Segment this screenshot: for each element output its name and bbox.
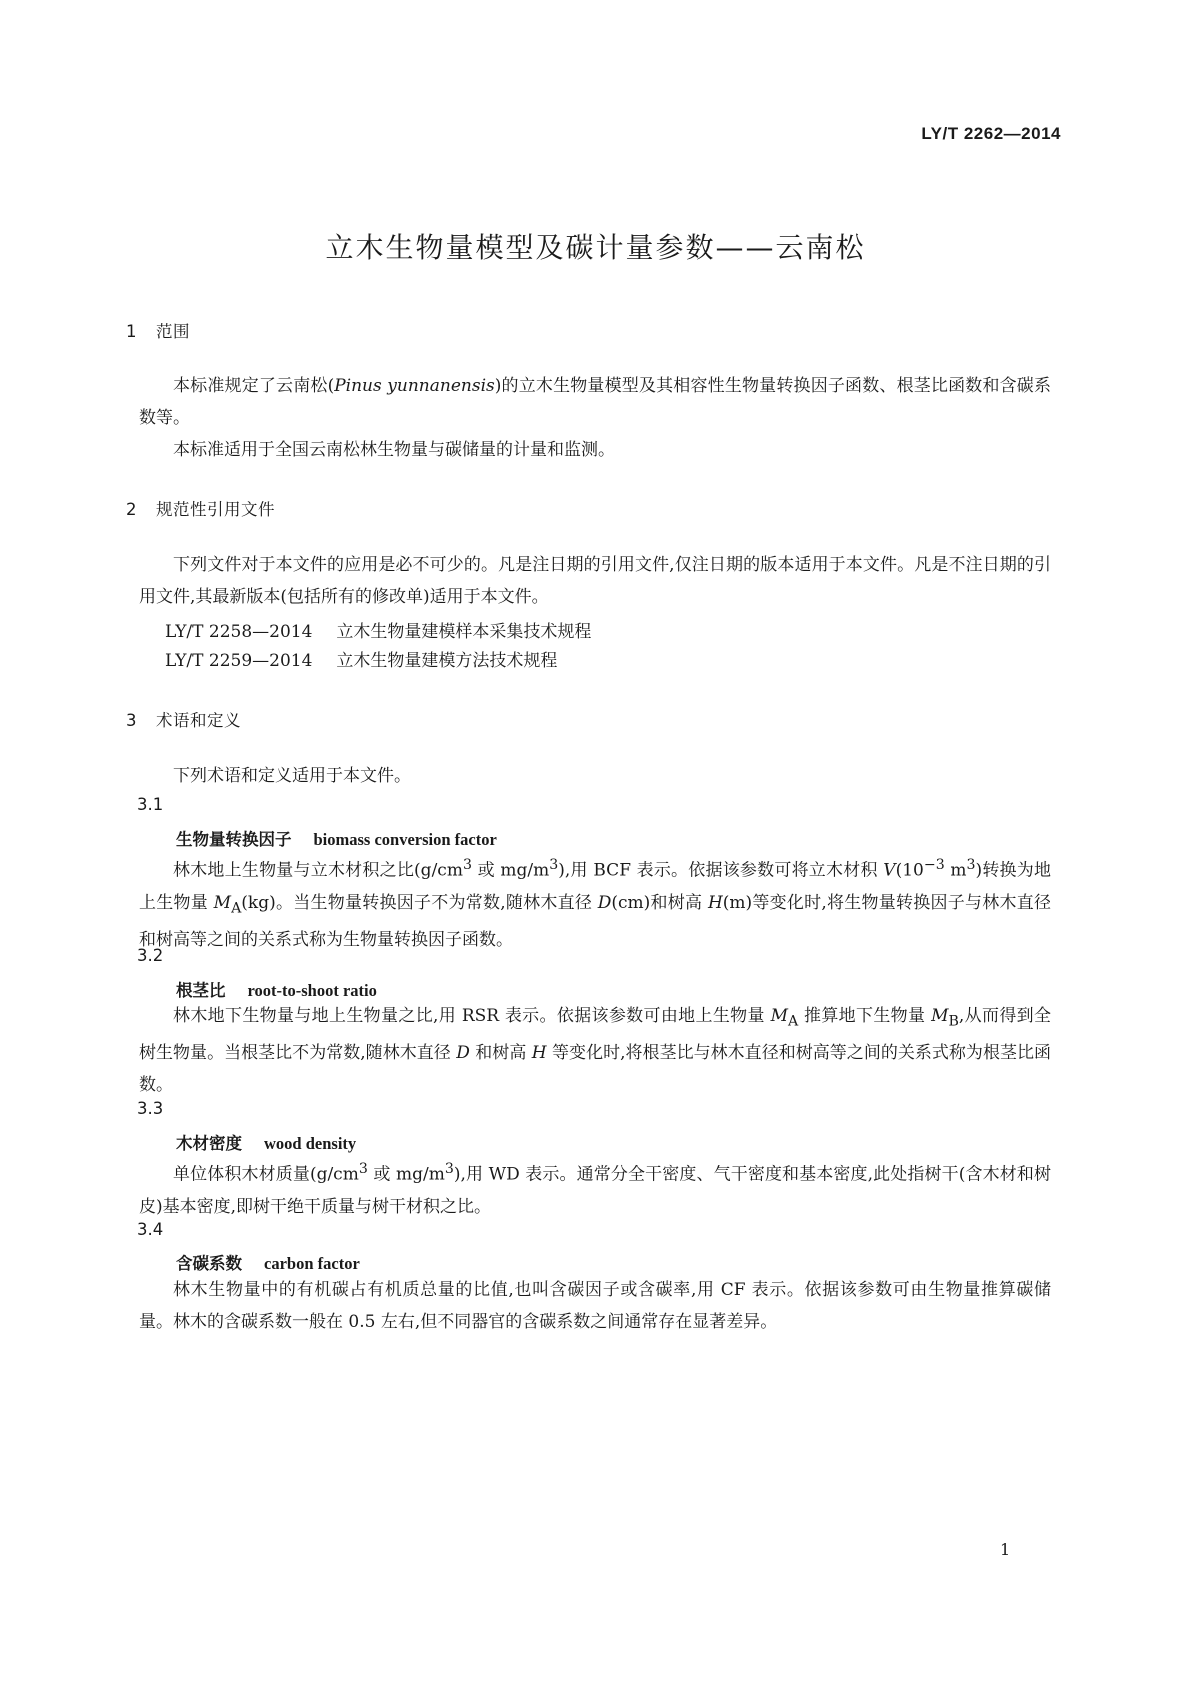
latin-name: Pinus yunnanensis xyxy=(334,376,495,396)
term-zh: 木材密度 xyxy=(176,1134,242,1153)
reference-item xyxy=(165,617,591,642)
clause-number: 3.3 xyxy=(137,1099,164,1118)
section-1-paragraph-1: 本标准规定了云南松(Pinus yunnanensis)的立木生物量模型及其相容性生物量转换因子函数、根茎比函数和含碳系数等。 xyxy=(139,376,1051,428)
term-heading xyxy=(176,1250,360,1274)
term-en: root-to-shoot ratio xyxy=(247,981,377,1000)
reference-code: LY/T 2259—2014 xyxy=(165,651,313,671)
term-zh: 生物量转换因子 xyxy=(176,830,292,849)
section-title: 范围 xyxy=(156,322,190,341)
section-3-heading xyxy=(126,707,241,731)
section-2-heading xyxy=(126,496,275,520)
document-title: 立木生物量模型及碳计量参数——云南松 xyxy=(325,231,866,264)
term-en: carbon factor xyxy=(264,1254,360,1273)
section-1-heading xyxy=(126,318,190,342)
section-title: 规范性引用文件 xyxy=(156,500,275,519)
term-zh: 根茎比 xyxy=(176,981,226,1000)
reference-title: 立木生物量建模方法技术规程 xyxy=(336,651,558,671)
page-number: 1 xyxy=(1000,1540,1011,1559)
section-1-paragraph-2: 本标准适用于全国云南松林生物量与碳储量的计量和监测。 xyxy=(173,440,615,460)
section-number: 2 xyxy=(126,500,137,519)
term-heading xyxy=(176,1130,356,1154)
clause-number: 3.4 xyxy=(137,1220,164,1239)
reference-item xyxy=(165,646,557,671)
term-en: wood density xyxy=(264,1134,357,1153)
term-en: biomass conversion factor xyxy=(313,830,497,849)
term-definition: 林木地上生物量与立木材积之比($g/cm^3$ 或 $mg/m^3$),用 BCF 表示。依据该参数可将立木材积 $V(10^{-3}$ $m^3$)转换为地上生物量 $M_A(kg)$。当生物量转换因子不为常数,随林木直径 D(cm)和树高 H(m)等变化时,将生物量转换因子与林木直径和树高等之间的关系式称为生物量转换因子函数。 xyxy=(139,857,1051,951)
term-heading xyxy=(176,977,377,1001)
term-definition: 林木生物量中的有机碳占有机质总量的比值,也叫含碳因子或含碳率,用 CF 表示。依据该参数可由生物量推算碳储量。林木的含碳系数一般在 0.5 左右,但不同器官的含碳系数之间通常存在显著差异。 xyxy=(139,1280,1051,1332)
clause-number: 3.1 xyxy=(137,795,164,814)
term-zh: 含碳系数 xyxy=(176,1254,242,1273)
term-heading xyxy=(176,826,497,850)
clause-number: 3.2 xyxy=(137,946,164,965)
section-title: 术语和定义 xyxy=(156,711,241,730)
reference-title: 立木生物量建模样本采集技术规程 xyxy=(336,622,592,642)
section-3-intro: 下列术语和定义适用于本文件。 xyxy=(173,766,411,786)
section-number: 3 xyxy=(126,711,137,730)
section-number: 1 xyxy=(126,322,137,341)
standard-code: LY/T 2262—2014 xyxy=(921,124,1061,143)
reference-code: LY/T 2258—2014 xyxy=(165,622,313,642)
section-2-paragraph: 下列文件对于本文件的应用是必不可少的。凡是注日期的引用文件,仅注日期的版本适用于本文件。凡是不注日期的引用文件,其最新版本(包括所有的修改单)适用于本文件。 xyxy=(139,555,1051,607)
term-definition: 单位体积木材质量($g/cm^3$ 或 $mg/m^3$),用 WD 表示。通常分全干密度、气干密度和基本密度,此处指树干(含木材和树皮)基本密度,即树干绝干质量与树干材积之比。 xyxy=(139,1161,1051,1217)
term-definition: 林木地下生物量与地上生物量之比,用 RSR 表示。依据该参数可由地上生物量 $M_A$ 推算地下生物量 $M_B$,从而得到全树生物量。当根茎比不为常数,随林木直径 D 和树高 H 等变化时,将根茎比与林木直径和树高等之间的关系式称为根茎比函数。 xyxy=(139,1006,1052,1096)
